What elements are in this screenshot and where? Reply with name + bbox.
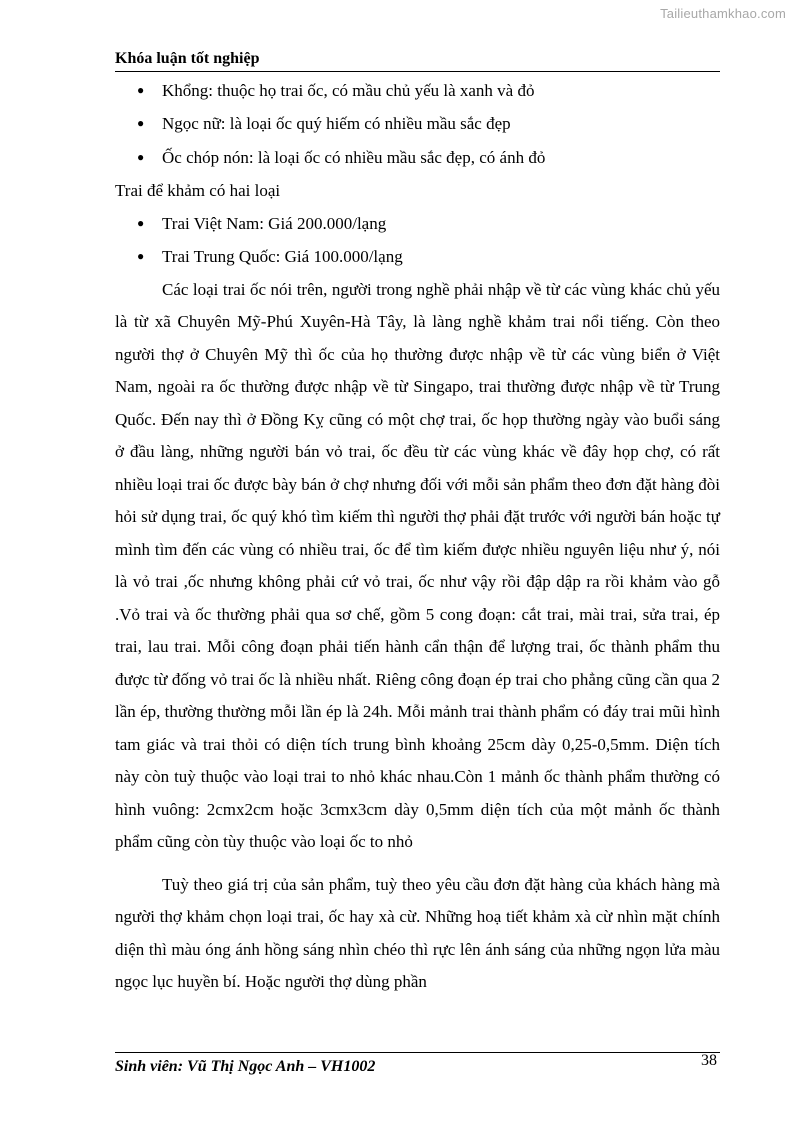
bullet-icon: ● xyxy=(137,116,145,131)
list-item-text: Khổng: thuộc họ trai ốc, có mầu chủ yếu là xanh và đỏ xyxy=(162,81,535,100)
footer-student: Sinh viên: Vũ Thị Ngọc Anh – VH1002 xyxy=(115,1058,376,1075)
paragraph-2: Tuỳ theo giá trị của sản phẩm, tuỳ theo yêu cầu đơn đặt hàng của khách hàng mà người thợ khảm chọn loại trai, ốc hay xà cừ. Những hoạ tiết khảm xà cừ nhìn mặt chính diện thì màu óng ánh hồng sáng nhìn chéo thì rực lên ánh sáng của những ngọn lửa màu ngọc lục huyền bí. Hoặc người thợ dùng phần xyxy=(115,874,720,992)
bullet-icon: ● xyxy=(137,249,145,264)
list-item xyxy=(115,207,720,240)
bullet-icon: ● xyxy=(137,149,145,164)
document-body xyxy=(115,74,720,999)
list-item-text: Trai Trung Quốc: Giá 100.000/lạng xyxy=(162,247,403,267)
list-item xyxy=(115,107,720,140)
mussel-types-list xyxy=(115,207,720,274)
list-item xyxy=(115,141,720,174)
bullet-icon: ● xyxy=(137,83,145,97)
paragraph-1: Các loại trai ốc nói trên, người trong nghề phải nhập về từ các vùng khác chủ yếu là từ xã Chuyên Mỹ-Phú Xuyên-Hà Tây, là làng nghề khảm trai nổi tiếng. Còn theo người thợ ở Chuyên Mỹ thì ốc của họ thường được nhập về từ các vùng biển ở Việt Nam, ngoài ra ốc thường được nhập về từ Singapo, trai thường được nhập về từ Trung Quốc. Đến nay thì ở Đồng Kỵ cũng có một chợ trai, ốc họp thường ngày vào buổi sáng ở đầu làng, những người bán vỏ trai, ốc đều từ các vùng khác về đây họp chợ, có rất nhiều loại trai ốc được bày bán ở chợ nhưng đối với mỗi sản phẩm theo đơn đặt hàng đòi hỏi sử dụng trai, ốc quý khó tìm kiếm thì người thợ phải đặt trước với người bán hoặc tự mình tìm đến các vùng có nhiều trai, ốc để tìm kiếm được nhiều nguyên liệu như ý, nói là vỏ trai ,ốc nhưng không phải cứ vỏ trai, ốc như vậy rồi đập dập ra rồi khảm vào gỗ .Vỏ trai và ốc thường phải qua sơ chế, gồm 5 cong đoạn: cắt trai, mài trai, sửa trai, ép trai, lau trai. Mỗi công đoạn phải tiến hành cẩn thận để lượng trai, ốc thành phẩm thu được từ đống vỏ trai ốc là nhiều nhất. Riêng công đoạn ép trai cho phẳng cũng cần qua 2 lần ép, thường thường mỗi lần ép là 24h. Mỗi mảnh trai thành phẩm có đáy trai mũi hình tam giác và trai thỏi có diện tích trung bình khoảng 25cm dày 0,25-0,5mm. Diện tích này còn tuỳ thuộc vào loại trai to nhỏ khác nhau.Còn 1 mảnh ốc thành phẩm thường có hình vuông: 2cmx2cm hoặc 3cmx3cm dày 0,5mm diện tích của một mảnh ốc thành phẩm cũng còn tùy thuộc vào loại ốc to nhỏ xyxy=(115,279,720,852)
list-item-text: Ốc chóp nón: là loại ốc có nhiều mầu sắc đẹp, có ánh đỏ xyxy=(162,147,546,167)
intro-line: Trai để khảm có hai loại xyxy=(115,180,281,200)
bullet-icon: ● xyxy=(137,216,145,231)
watermark-text: Tailieuthamkhao.com xyxy=(660,6,786,21)
page-footer xyxy=(115,1052,720,1075)
shell-types-list xyxy=(115,74,720,174)
list-item xyxy=(115,74,720,107)
header-title: Khóa luận tốt nghiệp xyxy=(115,50,260,67)
list-item xyxy=(115,240,720,273)
page-header xyxy=(115,50,720,72)
list-item-text: Ngọc nữ: là loại ốc quý hiếm có nhiều mầu sắc đẹp xyxy=(162,114,511,134)
page-number: 38 xyxy=(701,1052,717,1069)
list-item-text: Trai Việt Nam: Giá 200.000/lạng xyxy=(162,214,387,234)
